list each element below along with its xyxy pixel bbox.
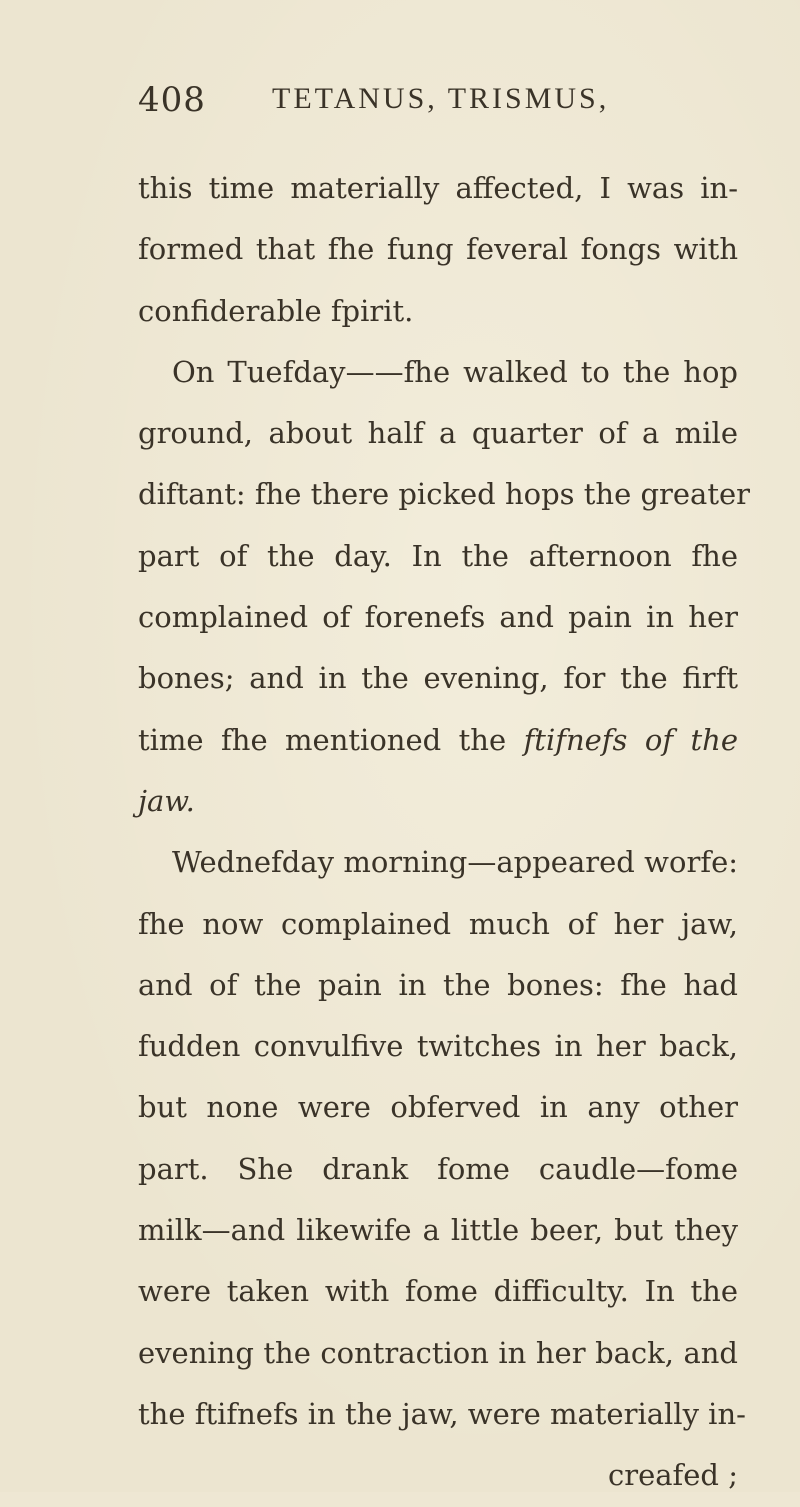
text-line: diftant: fhe there picked hops the greater	[138, 477, 751, 512]
page-number: 408	[138, 80, 206, 120]
text-line: bones; and in the evening, for the firft	[138, 661, 738, 696]
text-line-roman-part: time fhe mentioned the	[138, 722, 524, 757]
text-line: fhe now complained much of her jaw,	[138, 906, 738, 941]
text-line: and of the pain in the bones: fhe had	[138, 967, 738, 1002]
text-line: part. She drank fome caudle—fome	[138, 1151, 738, 1186]
text-line: formed that fhe fung feveral fongs with	[138, 232, 738, 267]
text-line: evening the contraction in her back, and	[138, 1335, 738, 1370]
running-title: TETANUS, TRISMUS,	[272, 82, 610, 115]
text-line: were taken with fome difficulty. In the	[138, 1274, 738, 1309]
text-line: fudden convulfive twitches in her back,	[138, 1029, 738, 1064]
text-line: part of the day. In the afternoon fhe	[138, 538, 738, 573]
text-line: Wednefday morning—appeared worfe:	[172, 845, 738, 880]
catchword: creafed ;	[607, 1458, 738, 1493]
text-line: complained of forenefs and pain in her	[138, 600, 738, 635]
body-text	[138, 158, 751, 1507]
italic-phrase: ftifnefs of the	[523, 722, 738, 757]
text-line: confiderable fpirit.	[138, 293, 414, 328]
text-line: jaw.	[138, 783, 195, 818]
text-line: this time materially affected, I was in-	[138, 171, 738, 205]
text-line: ground, about half a quarter of a mile	[138, 416, 738, 451]
running-head	[138, 80, 738, 140]
text-line-with-italic	[138, 710, 738, 771]
text-line: but none were obferved in any other	[138, 1090, 738, 1125]
text-line: milk—and likewife a little beer, but they	[138, 1213, 738, 1248]
text-line: On Tuefday——fhe walked to the hop	[172, 354, 738, 389]
text-line: the ftifnefs in the jaw, were materially in-	[138, 1396, 746, 1431]
